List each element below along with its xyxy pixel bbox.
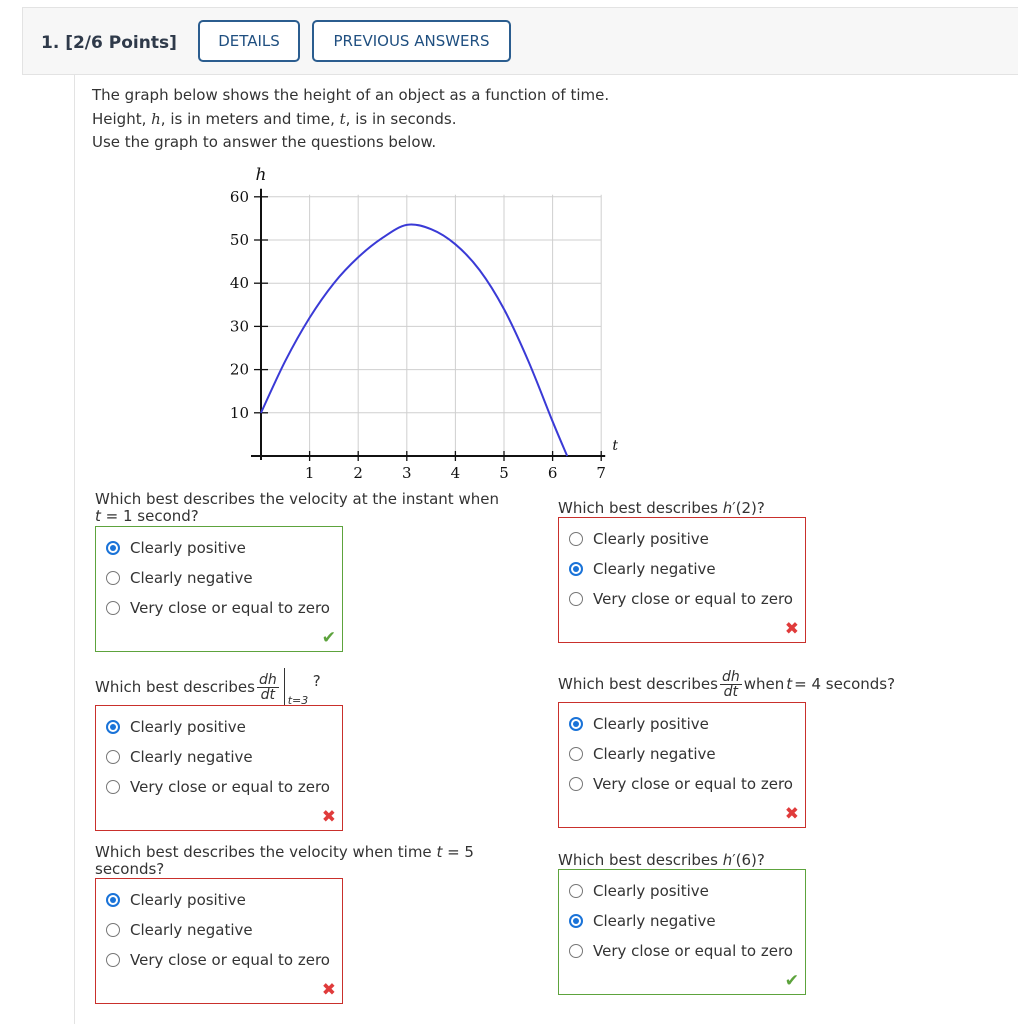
y-tick-label: 20 (229, 360, 249, 379)
radio-unselected[interactable] (106, 750, 120, 764)
answer-option[interactable] (106, 891, 246, 909)
answer-option-label: Clearly positive (593, 530, 709, 548)
answer-option-label: Clearly positive (130, 539, 246, 557)
radio-unselected[interactable] (569, 884, 583, 898)
answer-option-label: Clearly positive (593, 715, 709, 733)
answer-option-label: Very close or equal to zero (130, 599, 330, 617)
answer-option[interactable] (106, 951, 330, 969)
question-1-prompt: Which best describes the velocity at the instant when t = 1 second? (95, 490, 499, 525)
radio-unselected[interactable] (569, 777, 583, 791)
answer-option-label: Very close or equal to zero (593, 775, 793, 793)
intro-line-3: Use the graph to answer the questions below. (92, 133, 437, 151)
height-vs-time-graph (215, 162, 625, 484)
x-tick-label: 6 (547, 464, 558, 482)
x-tick-label: 4 (450, 464, 461, 482)
answer-option-label: Clearly negative (593, 912, 716, 930)
answer-option[interactable] (569, 560, 716, 578)
x-axis-label: t (612, 438, 619, 454)
radio-unselected[interactable] (569, 592, 583, 606)
answer-box-q5 (95, 878, 343, 1004)
question-3-prompt: Which best describes $\frac{dh}{dt}$ t=3 ? (95, 668, 321, 706)
answer-option[interactable] (569, 775, 793, 793)
checkmark-icon: ✔ (784, 971, 799, 991)
x-mark-icon: ✖ (784, 804, 799, 824)
x-mark-icon: ✖ (321, 807, 336, 827)
radio-selected[interactable] (569, 717, 583, 731)
derivative-fraction: $\frac{dh}{dt}$ (721, 668, 740, 700)
question-intro (92, 84, 609, 155)
intro-line-1: The graph below shows the height of an object as a function of time. (92, 86, 610, 104)
question-4-prompt: Which best describes $\frac{dh}{dt}$ when t = 4 seconds? (558, 668, 896, 700)
x-tick-label: 1 (304, 464, 315, 482)
y-tick-label: 50 (229, 231, 249, 249)
answer-box-q2 (558, 517, 806, 643)
answer-option[interactable] (569, 942, 793, 960)
answer-option[interactable] (569, 590, 793, 608)
radio-unselected[interactable] (106, 571, 120, 585)
radio-unselected[interactable] (569, 532, 583, 546)
x-mark-icon: ✖ (321, 980, 336, 1000)
details-button[interactable]: DETAILS (198, 20, 300, 62)
answer-option[interactable] (569, 745, 716, 763)
evaluation-bar: t=3 (284, 668, 285, 706)
answer-option[interactable] (106, 778, 330, 796)
previous-answers-button[interactable]: PREVIOUS ANSWERS (312, 20, 511, 62)
y-tick-label: 40 (229, 274, 249, 293)
x-mark-icon: ✖ (784, 619, 799, 639)
derivative-fraction: $\frac{dh}{dt}$ (258, 671, 277, 703)
intro-line-2: Height, h, is in meters and time, t, is in seconds. (92, 109, 457, 128)
answer-box-q6 (558, 869, 806, 995)
radio-selected[interactable] (106, 541, 120, 555)
radio-unselected[interactable] (106, 780, 120, 794)
radio-unselected[interactable] (569, 944, 583, 958)
radio-selected[interactable] (106, 720, 120, 734)
y-axis-label: h (255, 165, 267, 185)
radio-selected[interactable] (569, 562, 583, 576)
answer-option-label: Clearly negative (130, 569, 253, 587)
x-tick-label: 7 (596, 464, 606, 482)
checkmark-icon: ✔ (321, 628, 336, 648)
answer-option[interactable] (106, 599, 330, 617)
radio-unselected[interactable] (106, 953, 120, 967)
content-divider (74, 75, 75, 1024)
answer-option-label: Very close or equal to zero (593, 942, 793, 960)
answer-option-label: Clearly positive (130, 891, 246, 909)
y-tick-label: 60 (229, 187, 249, 206)
answer-option-label: Very close or equal to zero (593, 590, 793, 608)
answer-option-label: Clearly positive (130, 718, 246, 736)
answer-box-q3 (95, 705, 343, 831)
radio-selected[interactable] (569, 914, 583, 928)
answer-option[interactable] (569, 715, 709, 733)
answer-option[interactable] (569, 530, 709, 548)
radio-selected[interactable] (106, 893, 120, 907)
answer-option-label: Clearly negative (593, 560, 716, 578)
y-tick-label: 30 (229, 317, 249, 336)
answer-option[interactable] (106, 718, 246, 736)
x-tick-label: 5 (499, 464, 509, 482)
x-tick-label: 2 (353, 464, 363, 482)
answer-option[interactable] (569, 912, 716, 930)
height-curve (261, 224, 567, 456)
answer-box-q1 (95, 526, 343, 652)
question-label: 1. [2/6 Points] (41, 33, 177, 53)
answer-option-label: Clearly negative (130, 748, 253, 766)
answer-option[interactable] (569, 882, 709, 900)
answer-option[interactable] (106, 539, 246, 557)
answer-option-label: Very close or equal to zero (130, 951, 330, 969)
radio-unselected[interactable] (106, 601, 120, 615)
answer-option-label: Clearly negative (593, 745, 716, 763)
question-2-prompt: Which best describes h′(2)? (558, 499, 765, 517)
answer-option[interactable] (106, 921, 253, 939)
question-6-prompt: Which best describes h′(6)? (558, 851, 765, 869)
radio-unselected[interactable] (569, 747, 583, 761)
question-header (22, 7, 1018, 75)
answer-box-q4 (558, 702, 806, 828)
answer-option-label: Clearly negative (130, 921, 253, 939)
radio-unselected[interactable] (106, 923, 120, 937)
y-tick-label: 10 (229, 403, 249, 422)
answer-option[interactable] (106, 569, 253, 587)
question-5-prompt: Which best describes the velocity when time t = 5 seconds? (95, 843, 474, 878)
answer-option-label: Clearly positive (593, 882, 709, 900)
answer-option-label: Very close or equal to zero (130, 778, 330, 796)
x-tick-label: 3 (402, 464, 412, 482)
answer-option[interactable] (106, 748, 253, 766)
